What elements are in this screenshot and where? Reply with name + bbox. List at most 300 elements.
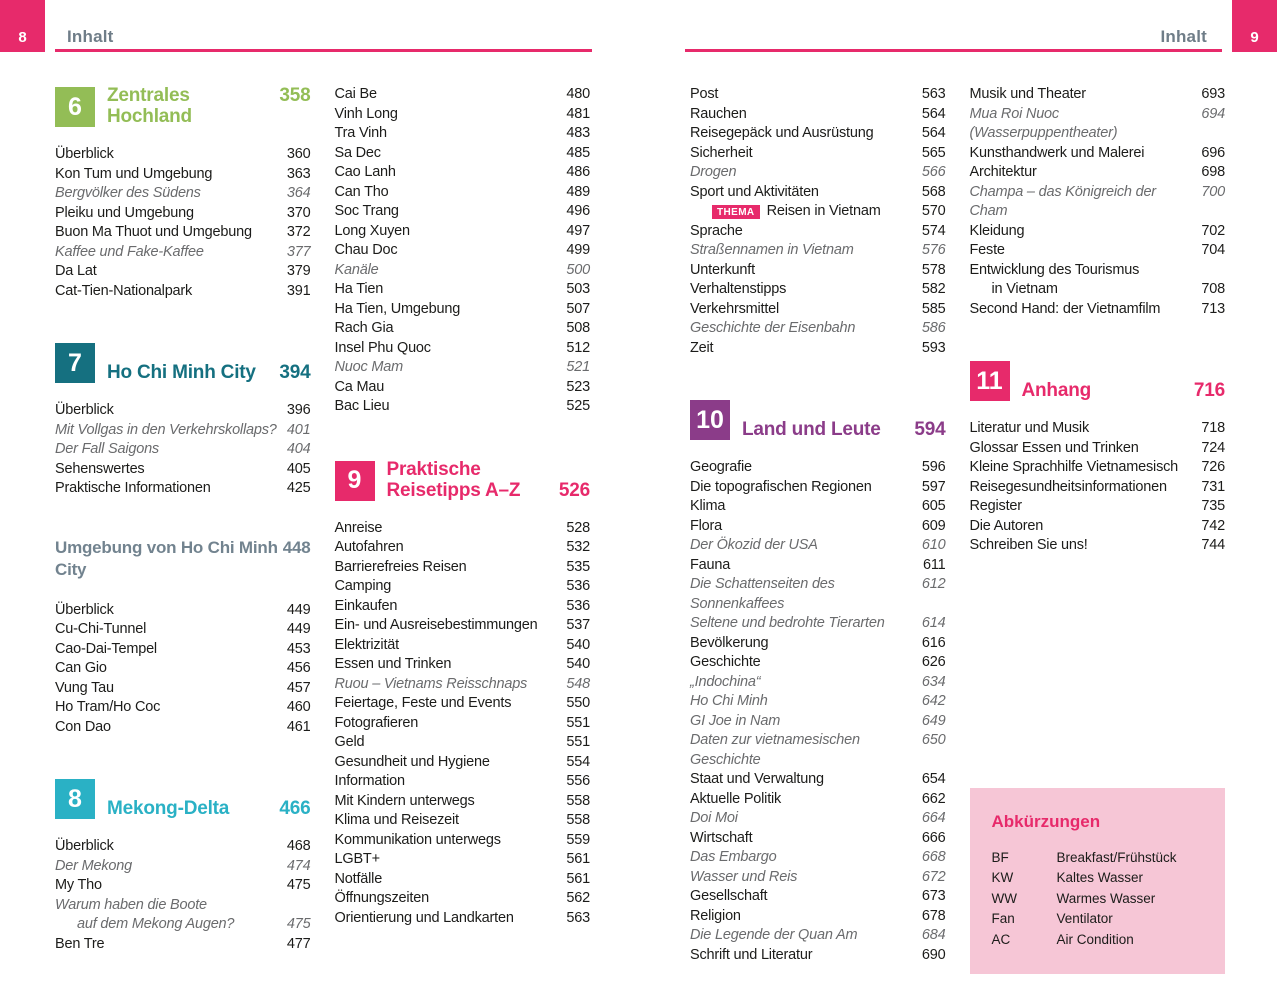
toc-entry <box>55 620 311 640</box>
toc-entry-text: Wirtschaft <box>690 829 753 846</box>
toc-entry-text: Wasser und Reis <box>690 868 798 885</box>
toc-entry-twoline <box>970 261 1226 300</box>
page-number-tab: 8 <box>0 0 45 52</box>
toc-entry-text: Überblick <box>55 838 114 854</box>
toc-entry <box>690 85 946 105</box>
chapter-number-box: 10 <box>690 400 730 440</box>
toc-entry <box>335 870 591 890</box>
toc-entry-text: Cao-Dai-Tempel <box>55 640 157 657</box>
toc-entry-page: 578 <box>921 261 946 278</box>
toc-entry-text: Geld <box>334 734 365 750</box>
toc-entry-page: 489 <box>566 183 590 200</box>
toc-entry-text: Notfälle <box>334 870 383 887</box>
toc-entry <box>335 831 591 851</box>
toc-entry <box>55 479 311 499</box>
toc-entry-page: 673 <box>921 888 946 904</box>
toc-entry-page: 460 <box>286 699 311 715</box>
toc-entry-page: 540 <box>566 636 590 653</box>
toc-entry-text: Die Autoren <box>969 517 1044 534</box>
toc-entry-page: 372 <box>286 224 311 240</box>
toc-entry <box>335 358 591 378</box>
toc-entry-page: 742 <box>1201 517 1225 534</box>
toc-entry-page: 507 <box>566 300 590 317</box>
toc-entry-page: 475 <box>286 877 311 893</box>
toc-entry-text: Can Tho <box>334 183 389 200</box>
toc-entry-page: 562 <box>566 890 590 906</box>
chapter-number-box: 6 <box>55 87 95 127</box>
toc-entry <box>335 636 591 656</box>
toc-entry <box>970 419 1226 439</box>
toc-entry-page: 425 <box>286 480 311 496</box>
toc-entry <box>335 850 591 870</box>
toc-entry-text: Fauna <box>690 556 731 573</box>
toc-entry-page: 735 <box>1201 498 1225 514</box>
toc-entry-text: Rauchen <box>690 105 747 122</box>
toc-entry <box>970 222 1226 242</box>
toc-entry <box>690 319 946 339</box>
toc-entry-page: 556 <box>566 773 590 789</box>
toc-entry <box>690 731 946 770</box>
toc-entry-page: 650 <box>921 732 946 748</box>
section-heading <box>55 537 311 581</box>
toc-entry <box>335 772 591 792</box>
toc-entry-page: 377 <box>286 243 311 260</box>
toc-entry-page: 690 <box>921 946 946 963</box>
toc-entry-page: 696 <box>1201 144 1225 161</box>
toc-entry-page: 554 <box>566 753 590 770</box>
toc-entry <box>55 935 311 955</box>
toc-entry-page: 521 <box>566 359 590 375</box>
toc-entry-text: Soc Trang <box>334 203 399 219</box>
toc-entry <box>55 718 311 738</box>
toc-entry-text: My Tho <box>55 877 102 893</box>
toc-entry <box>55 165 311 185</box>
chapter-heading <box>970 361 1226 401</box>
toc-entry-text: Autofahren <box>334 539 404 555</box>
toc-entry-text: LGBT+ <box>334 851 380 867</box>
toc-entry-text: Second Hand: der Vietnamfilm <box>969 300 1161 317</box>
toc-entry-text: Feiertage, Feste und Events <box>334 695 512 711</box>
toc-entry-text: Musik und Theater <box>969 86 1086 102</box>
toc-entry <box>970 497 1226 517</box>
toc-entry-page: 708 <box>1201 281 1225 297</box>
toc-entry-page: 616 <box>921 634 946 651</box>
toc-entry <box>690 105 946 125</box>
toc-entry-text: Drogen <box>690 164 737 180</box>
toc-entry-page: 597 <box>921 478 946 495</box>
chapter-title-line <box>107 362 311 383</box>
chapter-title <box>742 419 946 440</box>
abbreviation-code: KW <box>991 870 1014 885</box>
toc-entry-page: 485 <box>566 144 590 161</box>
toc-entry-page: 512 <box>566 339 590 356</box>
toc-entry-text: Feste <box>969 242 1005 258</box>
running-head: Inhalt <box>67 27 114 46</box>
toc-entry <box>335 241 591 261</box>
toc-entry <box>690 692 946 712</box>
toc-entry-list <box>55 401 311 499</box>
toc-entry-page: 574 <box>921 222 946 239</box>
toc-entry-text: Orientierung und Landkarten <box>334 909 514 926</box>
toc-entry-page: 634 <box>921 673 946 690</box>
toc-entry-text: GI Joe in Nam <box>690 712 781 729</box>
running-head: Inhalt <box>1160 27 1207 46</box>
toc-entry-text: Kleidung <box>969 222 1025 239</box>
toc-entry <box>690 536 946 556</box>
toc-entry <box>55 184 311 204</box>
toc-entry <box>335 105 591 125</box>
toc-entry-text: Geschichte der Eisenbahn <box>690 320 856 336</box>
header-rule <box>55 49 592 52</box>
toc-entry-text: Entwicklung des Tourismus <box>969 261 1140 278</box>
toc-entry <box>970 241 1226 261</box>
toc-entry <box>335 811 591 831</box>
toc-entry-text: Religion <box>690 907 741 924</box>
toc-entry <box>55 659 311 679</box>
toc-entry <box>335 300 591 320</box>
toc-entry-text: Reisegepäck und Ausrüstung <box>690 125 874 141</box>
toc-entry <box>55 204 311 224</box>
toc-entry <box>335 183 591 203</box>
toc-entry-text: Überblick <box>55 146 114 162</box>
toc-entry-page: 550 <box>566 695 590 711</box>
toc-entry-page: 744 <box>1201 537 1225 553</box>
toc-entry-page: 586 <box>921 320 946 336</box>
toc-entry <box>335 909 591 929</box>
header-rule <box>685 49 1222 52</box>
toc-entry-page: 497 <box>566 222 590 239</box>
abbreviation-label: Ventilator <box>1056 911 1113 926</box>
toc-entry-page: 610 <box>921 537 946 553</box>
chapter-heading <box>55 779 311 819</box>
toc-entry-page: 611 <box>922 556 946 573</box>
toc-entry <box>55 440 311 460</box>
chapter-title-line <box>1022 380 1226 401</box>
toc-entry <box>55 640 311 660</box>
toc-columns <box>690 85 1225 974</box>
toc-column <box>335 85 591 954</box>
toc-entry-text: Mit Vollgas in den Verkehrskollaps? <box>55 421 277 438</box>
abbreviation-row <box>992 868 1206 889</box>
toc-entry <box>970 85 1226 105</box>
toc-column <box>55 85 311 954</box>
toc-entry-text: Schrift und Literatur <box>690 946 813 963</box>
toc-entry <box>335 222 591 242</box>
chapter-heading <box>690 400 946 440</box>
toc-entry <box>335 261 591 281</box>
toc-entry <box>55 243 311 263</box>
toc-entry <box>690 261 946 281</box>
toc-entry-text: Sa Dec <box>334 144 381 161</box>
toc-entry-page: 702 <box>1201 222 1225 239</box>
abbreviation-label: Breakfast/Frühstück <box>1056 849 1177 865</box>
toc-entry-page: 626 <box>921 654 946 670</box>
chapter-page-number: 394 <box>279 362 311 383</box>
toc-entry-text: Literatur und Musik <box>969 420 1090 436</box>
toc-entry-page: 379 <box>286 263 311 279</box>
toc-entry-page: 548 <box>566 675 590 692</box>
toc-entry-page: 731 <box>1201 478 1225 495</box>
toc-entry-page: 668 <box>921 849 946 865</box>
toc-entry-page: 404 <box>286 441 311 457</box>
toc-entry-text: Flora <box>690 517 723 534</box>
abbreviation-row <box>992 930 1206 951</box>
toc-entry-text: Seltene und bedrohte Tierarten <box>690 615 885 631</box>
toc-entry-list <box>970 419 1226 556</box>
toc-entry-text: Reisegesundheitsinformationen <box>969 478 1167 495</box>
toc-entry-page: 559 <box>566 831 590 848</box>
toc-entry-page: 468 <box>286 838 311 854</box>
toc-entry-page: 449 <box>286 621 311 637</box>
toc-entry <box>970 183 1226 222</box>
toc-entry-text: Architektur <box>969 164 1037 180</box>
toc-entry-page: 582 <box>921 281 946 297</box>
chapter-page-number: 594 <box>914 419 946 440</box>
toc-entry-text: Sprache <box>690 222 743 239</box>
toc-entry-page: 662 <box>921 790 946 807</box>
toc-entry <box>690 163 946 183</box>
chapter-title-line <box>107 85 311 127</box>
chapter-title <box>107 85 311 127</box>
toc-entry <box>335 202 591 222</box>
abbreviation-code: AC <box>991 931 1011 947</box>
toc-entry-text: Geschichte <box>690 654 761 670</box>
toc-entry <box>690 770 946 790</box>
toc-entry-text: Kon Tum und Umgebung <box>55 165 213 182</box>
toc-entry <box>690 848 946 868</box>
toc-entry <box>970 280 1226 300</box>
toc-entry-page: 499 <box>566 242 590 258</box>
toc-entry-page: 551 <box>566 714 590 731</box>
toc-entry-list <box>690 85 946 358</box>
toc-entry <box>970 163 1226 183</box>
toc-entry-text: Staat und Verwaltung <box>690 771 824 787</box>
toc-entry-page: 564 <box>921 105 946 122</box>
toc-entry <box>335 655 591 675</box>
toc-entry-page: 537 <box>566 617 590 633</box>
toc-entry-list <box>55 145 311 301</box>
chapter-heading <box>335 459 591 501</box>
toc-entry-page: 540 <box>566 656 590 672</box>
toc-entry-page: 532 <box>566 539 590 555</box>
toc-entry-page: 558 <box>566 812 590 828</box>
toc-entry <box>690 517 946 537</box>
section-heading-page: 448 <box>282 537 311 557</box>
toc-entry-page: 678 <box>921 907 946 924</box>
toc-entry-text: Aktuelle Politik <box>690 790 782 807</box>
toc-entry-page: 536 <box>566 578 590 594</box>
toc-entry-text: Ca Mau <box>334 378 385 395</box>
toc-entry-text: Mit Kindern unterwegs <box>334 792 475 809</box>
toc-entry-page: 457 <box>286 679 311 696</box>
toc-entry-page: 566 <box>921 164 946 180</box>
toc-entry-page: 503 <box>566 281 590 297</box>
abbreviations-title: Abkürzungen <box>991 811 1101 831</box>
chapter-page-number: 466 <box>279 798 311 819</box>
toc-entry-list <box>970 85 1226 319</box>
toc-entry <box>55 145 311 165</box>
toc-entry-text: Sehenswertes <box>55 460 145 477</box>
toc-entry <box>690 634 946 654</box>
toc-entry-text: Nuoc Mam <box>334 359 403 375</box>
toc-entry-text: Cat-Tien-Nationalpark <box>55 282 193 299</box>
chapter-title-text: Praktische <box>386 458 481 480</box>
toc-entry <box>970 536 1226 556</box>
toc-entry-list <box>335 519 591 929</box>
abbreviation-label: Air Condition <box>1056 931 1134 947</box>
toc-entry-page: 593 <box>921 339 946 356</box>
toc-entry-text: Vinh Long <box>334 105 398 122</box>
toc-entry-text: Der Fall Saigons <box>55 441 159 457</box>
toc-entry-page: 612 <box>921 576 946 592</box>
toc-entry <box>55 698 311 718</box>
toc-entry-page: 480 <box>566 86 590 102</box>
toc-entry-text: Kommunikation unterwegs <box>334 831 501 848</box>
toc-entry-text: Essen und Trinken <box>334 656 452 672</box>
toc-entry <box>690 790 946 810</box>
toc-entry-page: 565 <box>921 144 946 161</box>
toc-entry-text: auf dem Mekong Augen? <box>77 916 235 932</box>
chapter-title-text: Anhang <box>1021 380 1092 401</box>
toc-entry <box>970 517 1226 537</box>
toc-entry <box>335 733 591 753</box>
toc-entry <box>970 300 1226 320</box>
toc-entry <box>690 556 946 576</box>
toc-entry <box>335 339 591 359</box>
toc-entry-page: 535 <box>566 558 590 575</box>
toc-entry-page: 576 <box>921 242 946 258</box>
toc-entry-text: Überblick <box>55 601 114 618</box>
toc-entry <box>55 223 311 243</box>
toc-entry <box>690 673 946 693</box>
chapter-heading <box>55 343 311 383</box>
toc-entry-text: Camping <box>334 578 392 594</box>
toc-entry-page: 536 <box>566 597 590 614</box>
toc-entry-text: Kanäle <box>334 261 379 278</box>
abbreviation-code: Fan <box>991 911 1015 926</box>
chapter-title <box>387 459 591 501</box>
toc-entry-page: 461 <box>286 718 311 735</box>
chapter-page-number: 358 <box>279 85 311 106</box>
toc-entry <box>335 792 591 812</box>
toc-entry <box>690 222 946 242</box>
chapter-title <box>1022 380 1226 401</box>
toc-entry-text: Information <box>334 773 405 789</box>
chapter-number-box: 7 <box>55 343 95 383</box>
toc-entry-page: 486 <box>566 164 590 180</box>
toc-entry <box>970 144 1226 164</box>
toc-entry-text: Insel Phu Quoc <box>334 339 431 356</box>
toc-entry-page: 654 <box>921 771 946 787</box>
toc-entry <box>335 597 591 617</box>
toc-entry <box>690 183 946 203</box>
toc-entry-text: Bac Lieu <box>334 398 390 414</box>
toc-entry <box>55 282 311 302</box>
toc-entry-text: Die Legende der Quan Am <box>690 927 858 943</box>
toc-entry-text: Mua Roi Nuoc (Wasserpuppentheater) <box>969 105 1118 141</box>
toc-entry-text: Can Gio <box>55 660 107 676</box>
toc-entry-page: 672 <box>921 868 946 885</box>
toc-entry-page: 364 <box>286 185 311 201</box>
toc-entry <box>970 105 1226 144</box>
toc-entry <box>55 460 311 480</box>
toc-entry-page: 605 <box>921 498 946 514</box>
toc-column <box>970 85 1226 974</box>
toc-entry <box>690 907 946 927</box>
toc-entry-page: 713 <box>1201 300 1225 317</box>
toc-entry-text: Warum haben die Boote <box>55 896 207 913</box>
chapter-number-box: 11 <box>970 361 1010 401</box>
toc-entry <box>690 809 946 829</box>
toc-entry <box>335 577 591 597</box>
toc-entry-text: Da Lat <box>55 263 97 279</box>
toc-entry-text: Ben Tre <box>55 935 105 952</box>
toc-entry-text: Einkaufen <box>334 597 398 614</box>
chapter-page-number: 716 <box>1193 380 1225 401</box>
toc-entry-twoline <box>55 896 311 935</box>
toc-entry <box>335 280 591 300</box>
toc-entry-text: Kleine Sprachhilfe Vietnamesisch <box>969 459 1179 475</box>
chapter-title-text: Mekong-Delta <box>107 798 230 819</box>
abbreviation-label: Kaltes Wasser <box>1056 870 1144 885</box>
toc-entry-page: 391 <box>286 282 311 299</box>
thema-badge: THEMA <box>712 205 760 220</box>
toc-entry <box>335 558 591 578</box>
toc-entry <box>690 712 946 732</box>
toc-entry-text: Geografie <box>690 459 752 475</box>
toc-entry-page: 500 <box>566 261 590 278</box>
abbreviations-box <box>970 788 1226 975</box>
toc-entry-page: 649 <box>921 712 946 729</box>
toc-entry-page: 704 <box>1201 242 1225 258</box>
chapter-title-line <box>387 459 591 480</box>
toc-entry <box>335 519 591 539</box>
toc-entry-text: in Vietnam <box>991 281 1058 297</box>
toc-entry-page: 693 <box>1201 86 1225 102</box>
toc-entry-page: 396 <box>286 402 311 418</box>
toc-entry <box>690 241 946 261</box>
toc-entry-text: Sport und Aktivitäten <box>690 183 819 200</box>
toc-entry <box>335 675 591 695</box>
toc-entry-page: 449 <box>286 601 311 618</box>
toc-entry-text: Long Xuyen <box>334 222 410 239</box>
toc-entry <box>690 458 946 478</box>
toc-entry-text: Barrierefreies Reisen <box>334 558 467 575</box>
toc-entry-page: 496 <box>566 203 590 219</box>
toc-entry-text: Klima <box>690 498 726 514</box>
toc-entry <box>55 876 311 896</box>
toc-entry-text: „Indochina“ <box>690 673 761 690</box>
toc-entry-page: 642 <box>921 693 946 709</box>
toc-entry-text: Elektrizität <box>334 636 399 653</box>
toc-entry-page: 570 <box>921 203 946 219</box>
toc-entry-text: Ha Tien, Umgebung <box>334 300 461 317</box>
abbreviation-code: WW <box>991 890 1017 906</box>
toc-entry <box>55 679 311 699</box>
toc-entry-text: Klima und Reisezeit <box>334 812 459 828</box>
abbreviation-row <box>992 909 1206 930</box>
toc-entry <box>690 868 946 888</box>
toc-entry-page: 718 <box>1201 420 1225 436</box>
toc-entry-page: 483 <box>566 125 590 141</box>
toc-entry <box>335 163 591 183</box>
toc-entry-text: Überblick <box>55 402 114 418</box>
toc-entry <box>55 837 311 857</box>
toc-entry-text: Straßennamen in Vietnam <box>690 242 854 258</box>
toc-entry <box>690 926 946 946</box>
toc-entry-page: 726 <box>1201 459 1225 475</box>
toc-entry <box>55 601 311 621</box>
